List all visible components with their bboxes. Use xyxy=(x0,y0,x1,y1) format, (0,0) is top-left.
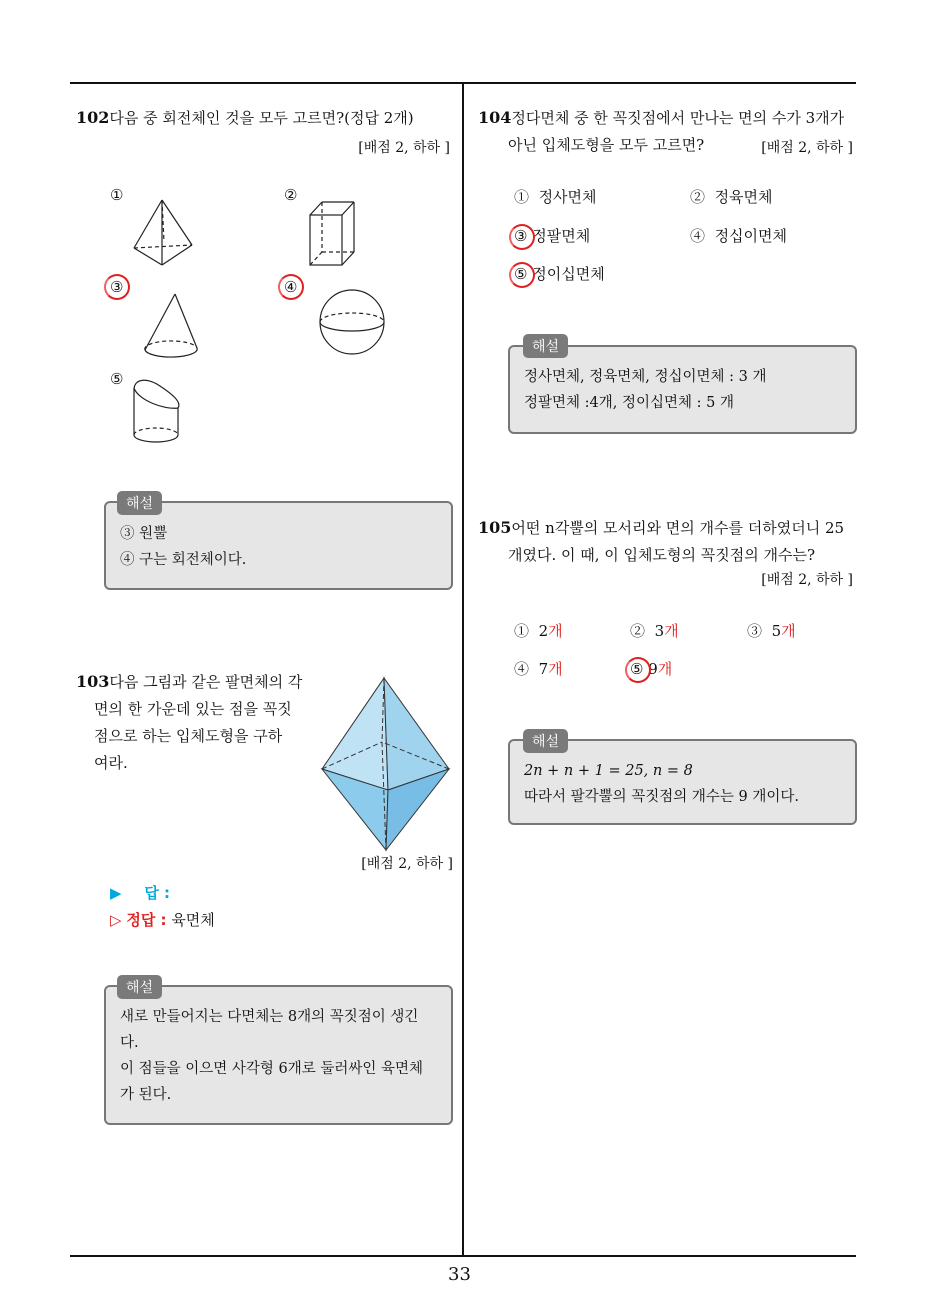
q105-solution-line-2: 따라서 팔각뿔의 꼭짓점의 개수는 9 개이다. xyxy=(524,789,799,805)
q102-score: [배점 2, 하하 ] xyxy=(358,140,450,156)
q105-option-5: ⑤ 9개 xyxy=(630,658,672,679)
q103-answer-row xyxy=(110,882,170,903)
sphere-figure xyxy=(320,290,384,354)
q103-question: 103다음 그림과 같은 팔면체의 각 면의 한 가운데 있는 점을 꼭짓 점으로 하는 입체도형을 구하 여라. xyxy=(76,672,303,772)
q104-number: 104 xyxy=(478,108,512,127)
q102-label-2: ② xyxy=(284,186,298,204)
q102-number: 102 xyxy=(76,108,110,127)
answer-arrow-icon: ▶ xyxy=(110,884,122,902)
cone-figure xyxy=(145,294,197,357)
pyramid-figure xyxy=(134,200,192,265)
q104-question: 104정다면체 중 한 꼭짓점에서 만나는 면의 수가 3개가 아닌 입체도형을 모두 고르면? xyxy=(478,108,845,154)
q105-question: 105어떤 n각뿔의 모서리와 면의 개수를 더하였더니 25 개였다. 이 때, 이 입체도형의 꼭짓점의 개수는? xyxy=(478,518,845,564)
q103-correct-value: 육면체 xyxy=(171,911,215,929)
q105-score: [배점 2, 하하 ] xyxy=(761,572,853,588)
q105-solution-tab: 해설 xyxy=(523,729,568,753)
q103-solution-tab: 해설 xyxy=(117,975,162,999)
q104-solution-line-2: 정팔면체 :4개, 정이십면체 : 5 개 xyxy=(524,395,734,411)
q105-option-2: ② 3개 xyxy=(630,622,679,640)
truncated-cylinder-figure xyxy=(134,380,179,442)
q103-correct-row xyxy=(110,909,215,930)
answer-circle-mark xyxy=(625,657,651,683)
q103-score: [배점 2, 하하 ] xyxy=(361,856,453,872)
q102-question xyxy=(76,104,456,132)
column-divider xyxy=(462,82,464,1256)
page-number: 33 xyxy=(448,1264,471,1285)
answer-circle-mark xyxy=(509,224,535,250)
q103-solution-line-1: 새로 만들어지는 다면체는 8개의 꼭짓점이 생긴 xyxy=(120,1009,419,1025)
q103-number: 103 xyxy=(76,672,110,691)
cuboid-figure xyxy=(310,202,354,265)
q103-solution-line-3: 이 점들을 이으면 사각형 6개로 둘러싸인 육면체 xyxy=(120,1061,424,1077)
q104-solution-tab: 해설 xyxy=(523,334,568,358)
q102-figures xyxy=(100,190,400,460)
q102-solution-line-2: ④ 구는 회전체이다. xyxy=(120,552,247,568)
q105-option-4: ④ 7개 xyxy=(514,660,563,678)
q102-text: 다음 중 회전체인 것을 모두 고르면?(정답 2개) xyxy=(109,109,414,127)
q102-label-1: ① xyxy=(110,186,124,204)
q104-option-1: ① 정사면체 xyxy=(514,188,597,206)
q104-option-3: ③ 정팔면체 xyxy=(514,225,590,246)
q104-solution-box xyxy=(508,345,857,434)
q103-solution-line-2: 다. xyxy=(120,1035,139,1051)
q103-answer-label: 답 : xyxy=(144,884,171,902)
q104-solution-line-1: 정사면체, 정육면체, 정십이면체 : 3 개 xyxy=(524,369,767,385)
q102-solution-line-1: ③ 원뿔 xyxy=(120,526,168,542)
q103-solution-line-4: 가 된다. xyxy=(120,1087,172,1103)
answer-circle-mark xyxy=(509,262,535,288)
q104-option-2: ② 정육면체 xyxy=(690,188,773,206)
q104-option-5: ⑤ 정이십면체 xyxy=(514,263,605,284)
q105-solution-line-1: 2n + n + 1 = 25, n = 8 xyxy=(524,763,693,779)
q103-correct-label: 정답 : xyxy=(126,911,167,929)
q105-number: 105 xyxy=(478,518,512,537)
q103-solution-box xyxy=(104,985,453,1125)
q102-label-3: ③ xyxy=(110,278,123,296)
bottom-rule xyxy=(70,1255,856,1257)
octahedron-figure xyxy=(318,676,454,852)
q105-option-1: ① 2개 xyxy=(514,622,563,640)
q105-option-3: ③ 5개 xyxy=(747,622,796,640)
q102-label-4: ④ xyxy=(284,278,297,296)
q104-score: [배점 2, 하하 ] xyxy=(761,140,853,156)
q102-solution-tab: 해설 xyxy=(117,491,162,515)
q102-label-5: ⑤ xyxy=(110,370,124,388)
q104-option-4: ④ 정십이면체 xyxy=(690,227,788,245)
correct-arrow-icon: ▷ xyxy=(110,911,122,929)
